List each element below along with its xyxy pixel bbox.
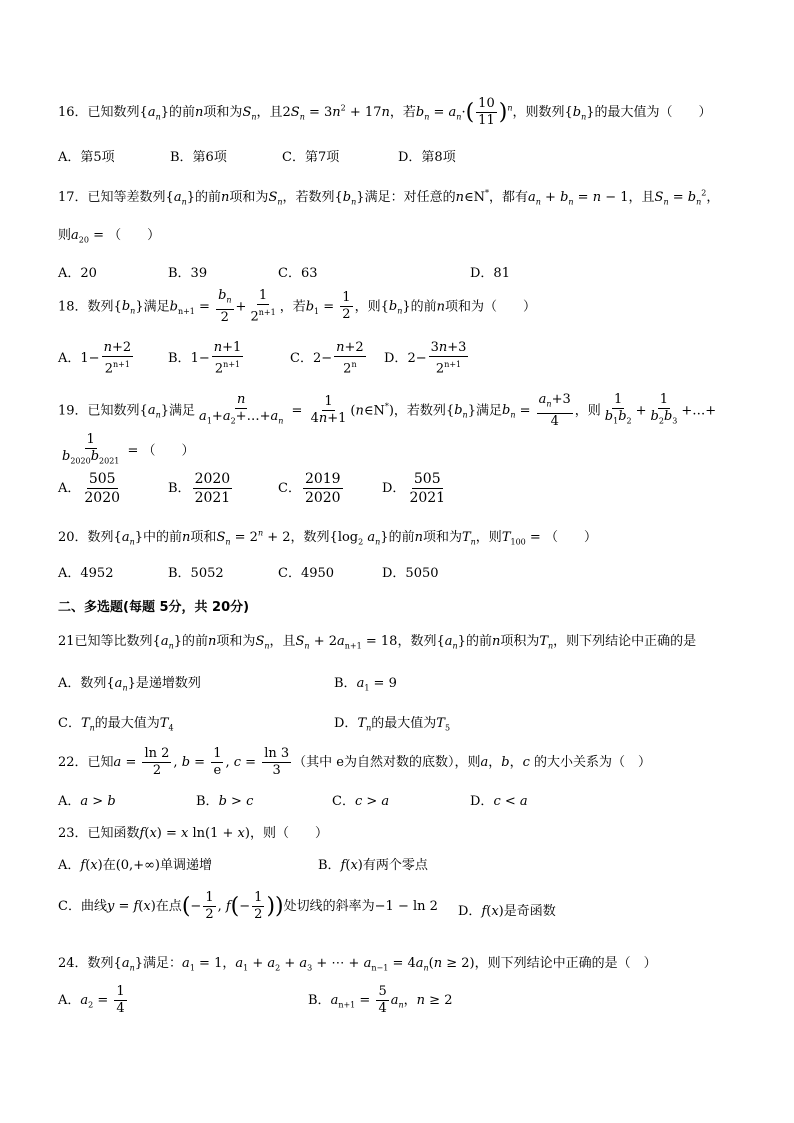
q21-option-d: D．$T_n$的最大值为$T_5$ xyxy=(334,716,451,733)
q24-option-a: A．$a_2$ = $\frac{1}{4}$ xyxy=(58,984,125,1016)
q19-option-a: A． $\frac{505}{2020}$ xyxy=(58,471,121,506)
q17-option-c: C．63 xyxy=(278,266,318,281)
q21-stem: 21已知等比数列$\{a_n\}$的前n项和为$S_n$，且$S_n + 2a_{n+1} = 18$，数列$\{a_n\}$的前n项积为$T_n$，则下列结论中正确的是 xyxy=(58,634,697,651)
q21-option-a: A．数列$\{a_n\}$是递增数列 xyxy=(58,676,201,693)
q20-option-c: C．4950 xyxy=(278,566,335,581)
q22-option-c: C．c > a xyxy=(332,794,390,809)
q23-option-c: C．曲线y = f(x)在点(− $\frac{1}{2}$ , f(− $\frac{1}{2}$ ))处切线的斜率为−1 − ln 2 xyxy=(58,890,438,922)
q21-option-b: B．$a_1 = 9$ xyxy=(334,676,397,693)
q20-option-d: D．5050 xyxy=(382,566,439,581)
section-heading: 二、多选题(每题 5分，共 20分) xyxy=(58,600,250,615)
q22-option-b: B．b > c xyxy=(196,794,254,809)
q16-fraction: $\frac{10}{11}$ xyxy=(478,96,495,128)
q16-stem: 16．已知数列$\{a_n\}$的前n项和为$S_n$，且$2S_n = 3n^2 + 17n$，若$b_n = a_n\cdot$( $\frac{10}{11}$ )$^n$，则数列$\{b_n\}$的最大值为（ ） xyxy=(58,96,712,128)
q24-stem: 24．数列$\{a_n\}$满足：$a_1 = 1$，$a_1 + a_2 + a_3$ + ⋯ + $a_{n-1} = 4a_n(n \ge 2)$，则下列结论中正确的是（ ） xyxy=(58,956,657,973)
q16-option-b: B．第6项 xyxy=(170,150,227,165)
q17-option-a: A．20 xyxy=(58,266,97,281)
q16-option-a: A．第5项 xyxy=(58,150,115,165)
q20-option-b: B．5052 xyxy=(168,566,224,581)
q19-stem-line2: $\frac{1}{b_{2020}b_{2021}}$ = （ ） xyxy=(62,432,195,466)
q23-option-a: A．f(x)在(0,+∞)单调递增 xyxy=(58,858,213,873)
q24-option-b: B．$a_{n+1}$ = $\frac{5}{4}$ $a_n$，n ≥ 2 xyxy=(308,984,453,1016)
q19-option-b: B． $\frac{2020}{2021}$ xyxy=(168,471,231,506)
q19-option-d: D． $\frac{505}{2021}$ xyxy=(382,471,446,506)
q22-stem: 22．已知a = $\frac{\ln 2}{2}$ , b = $\frac{1}{e}$ , c = $\frac{\ln 3}{3}$ （其中 e为自然对数的底数），则a，b，c 的大小关系为（ ） xyxy=(58,746,652,778)
q17-stem: 17．已知等差数列$\{a_n\}$的前n项和为$S_n$，若数列$\{b_n\}$满足：对任意的n∈N*，都有$a_n + b_n = n - 1$，且$S_n = b_n^2$， xyxy=(58,188,720,207)
q23-stem: 23．已知函数f(x) = x ln(1 + x)，则（ ） xyxy=(58,826,328,841)
q19-stem: 19．已知数列$\{a_n\}$满足 $\frac{n}{a_1+a_2+\dots+a_n}$ = $\frac{1}{4n+1}$ (n∈N*)，若数列$\{b_n\}$满足$b_n$ = $\frac{a_n+3}{4}$ ，则 $\frac{1}{b_1b_2}$ + $\frac{1}{b_2b_3}$ +…+ xyxy=(58,392,717,429)
q21-option-c: C．$T_n$的最大值为$T_4$ xyxy=(58,716,174,733)
q18-option-b: B．1− $\frac{n+1}{2^{n+1}}$ xyxy=(168,340,242,377)
q16-option-d: D．第8项 xyxy=(398,150,456,165)
q22-option-d: D．c < a xyxy=(470,794,528,809)
q22-option-a: A．a > b xyxy=(58,794,116,809)
q23-option-d: D．f(x)是奇函数 xyxy=(458,904,556,919)
q20-stem: 20．数列$\{a_n\}$中的前n项和$S_n = 2^n + 2$，数列{$\log_2$ $a_n$}的前n项和为$T_n$，则$T_{100}$ = （ ） xyxy=(58,528,597,547)
q17-stem-line2: 则$a_{20}$ = （ ） xyxy=(58,228,161,245)
q18-option-a: A．1− $\frac{n+2}{2^{n+1}}$ xyxy=(58,340,132,377)
q23-option-b: B．f(x)有两个零点 xyxy=(318,858,428,873)
q18-stem: 18．数列$\{b_n\}$满足$b_{n+1}$ = $\frac{b_n}{2}$ + $\frac{1}{2^{n+1}}$ ，若$b_1$ = $\frac{1}{2}$ ，则$\{b_n\}$的前n项和为（ ） xyxy=(58,288,537,325)
q16-option-c: C．第7项 xyxy=(282,150,340,165)
q18-option-c: C．2− $\frac{n+2}{2^n}$ xyxy=(290,340,364,377)
q18-option-d: D．2− $\frac{3n+3}{2^{n+1}}$ xyxy=(384,340,467,377)
q17-option-d: D．81 xyxy=(470,266,510,281)
q17-option-b: B．39 xyxy=(168,266,208,281)
q20-option-a: A．4952 xyxy=(58,566,114,581)
q19-option-c: C． $\frac{2019}{2020}$ xyxy=(278,471,341,506)
